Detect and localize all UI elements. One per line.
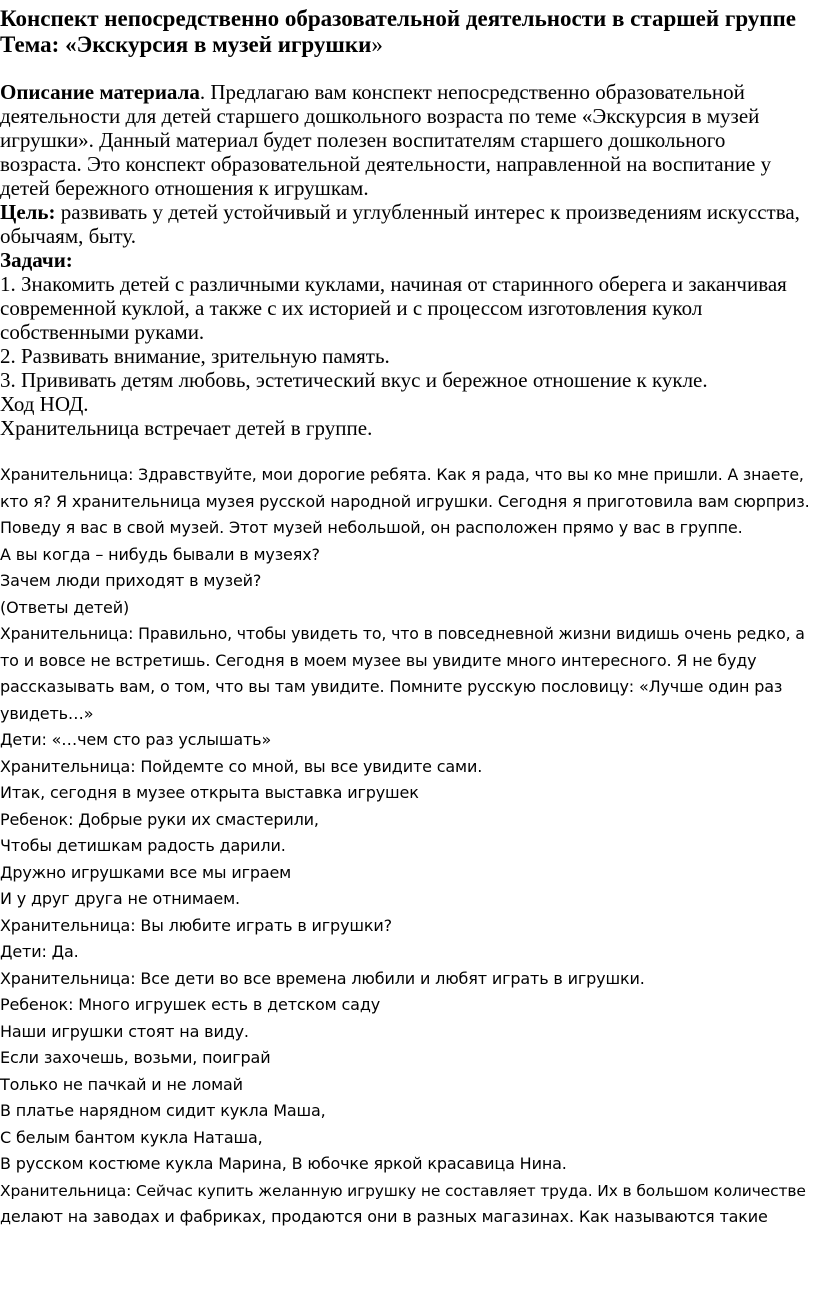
dialogue-line: Дети: Да. — [0, 942, 79, 961]
dialogue-line: Наши игрушки стоят на виду. — [0, 1021, 249, 1041]
dialogue-line: Дети: «…чем сто раз услышать» — [0, 730, 272, 749]
dialogue-line: Если захочешь, возьми, поиграй — [0, 1048, 271, 1067]
goal-label: Цель: — [0, 200, 56, 224]
dialogue-line: Хранительница: Все дети во все времена любили и любят играть в игрушки. — [0, 968, 645, 988]
dialogue-line: А вы когда – нибудь бывали в музеях? — [0, 544, 320, 564]
dialogue-line: кто я? Я хранительница музея русской народной игрушки. Сегодня я приготовила вам сюрприз. — [0, 491, 810, 511]
document-title — [0, 6, 810, 58]
title-topic: Тема: «Экскурсия в музей игрушки — [0, 32, 372, 57]
dialogue-line: Ребенок: Добрые руки их смастерили, — [0, 809, 319, 829]
dialogue-line: Только не пачкай и не ломай — [0, 1074, 243, 1094]
course-intro: Хранительница встречает детей в группе. — [0, 416, 373, 440]
title-line-2 — [0, 32, 383, 57]
dialogue-line: Чтобы детишкам радость дарили. — [0, 836, 286, 855]
dialogue-line: (Ответы детей) — [0, 597, 130, 617]
dialogue-line: Поведу я вас в свой музей. Этот музей небольшой, он расположен прямо у вас в группе. — [0, 518, 743, 537]
task-item: 3. Прививать детям любовь, эстетический вкус и бережное отношение к кукле. — [0, 368, 708, 392]
dialogue-line: Дружно игрушками все мы играем — [0, 862, 292, 882]
task-item: 2. Развивать внимание, зрительную память. — [0, 344, 390, 368]
dialogue-line: рассказывать вам, о том, что вы там увидите. Помните русскую пословицу: «Лучше один раз — [0, 677, 783, 696]
dialogue-line: В платье нарядном сидит кукла Маша, — [0, 1101, 326, 1120]
dialogue-line: Ребенок: Много игрушек есть в детском саду — [0, 995, 381, 1014]
dialogue-line: И у друг друга не отнимаем. — [0, 889, 240, 908]
description-text: . Предлагаю вам конспект непосредственно образовательной деятельности для детей старшего дошкольного возраста по теме «Экскурсия в музей игрушки». Данный материал будет полезен воспитателям старшего дошкольного возраста. Это конспект образовательной деятельности, направленной на воспитание у детей бережного отношения к игрушкам. — [0, 80, 772, 200]
dialogue-line: то и вовсе не встретишь. Сегодня в моем музее вы увидите много интересного. Я не буду — [0, 650, 757, 670]
course-heading: Ход НОД. — [0, 392, 89, 416]
title-line-1: Конспект непосредственно образовательной деятельности в старшей группе — [0, 6, 797, 31]
tasks-label: Задачи: — [0, 248, 73, 272]
dialogue-section — [0, 462, 810, 1231]
goal-paragraph — [0, 200, 810, 248]
serif-section — [0, 80, 810, 440]
dialogue-line: делают на заводах и фабриках, продаются они в разных магазинах. Как называются такие — [0, 1207, 768, 1226]
dialogue-line: Зачем люди приходят в музей? — [0, 571, 262, 590]
goal-text: развивать у детей устойчивый и углубленный интерес к произведениям искусства, обычаям, быту. — [0, 200, 800, 248]
dialogue-line: Хранительница: Пойдемте со мной, вы все увидите сами. — [0, 756, 483, 776]
dialogue-line: Итак, сегодня в музее открыта выставка игрушек — [0, 783, 419, 802]
dialogue-line: Хранительница: Правильно, чтобы увидеть то, что в повседневной жизни видишь очень редко, а — [0, 624, 805, 643]
dialogue-line: В русском костюме кукла Марина, В юбочке яркой красавица Нина. — [0, 1154, 567, 1173]
dialogue-line: увидеть…» — [0, 703, 94, 723]
dialogue-line: С белым бантом кукла Наташа, — [0, 1127, 263, 1147]
task-item: 1. Знакомить детей с различными куклами, начиная от старинного оберега и заканчивая современной куклой, а также с их историей и с процессом изготовления кукол собственными руками. — [0, 272, 787, 344]
dialogue-line: Хранительница: Вы любите играть в игрушки? — [0, 915, 392, 935]
description-paragraph — [0, 80, 810, 200]
dialogue-line: Хранительница: Здравствуйте, мои дорогие ребята. Как я рада, что вы ко мне пришли. А знаете, — [0, 465, 804, 484]
spacer — [0, 58, 810, 80]
title-closing-quote: » — [371, 32, 383, 57]
dialogue-line: Хранительница: Сейчас купить желанную игрушку не составляет труда. Их в большом количестве — [0, 1181, 806, 1200]
description-label: Описание материала — [0, 80, 200, 104]
